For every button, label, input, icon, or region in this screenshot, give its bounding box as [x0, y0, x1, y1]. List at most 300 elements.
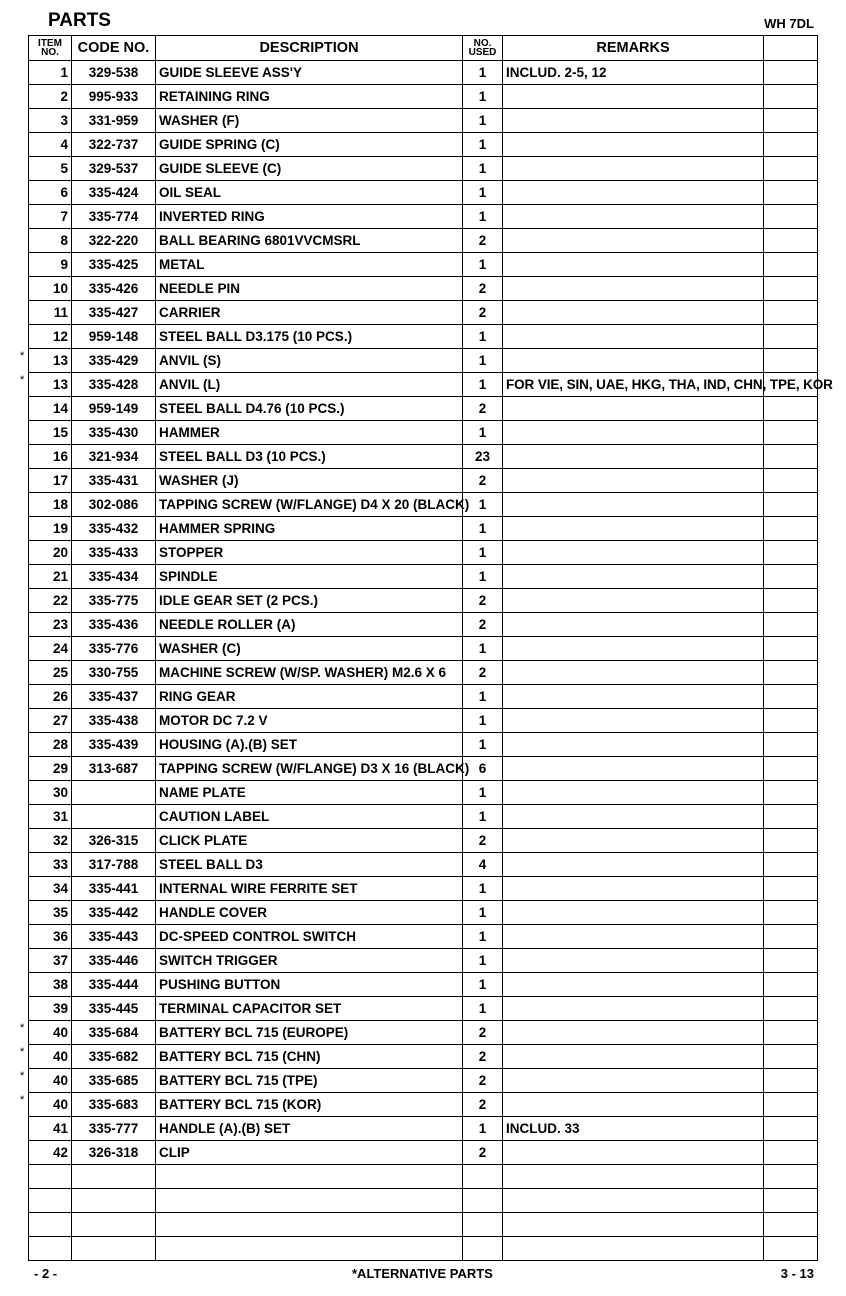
table-row — [29, 997, 818, 1021]
table-row — [29, 661, 818, 685]
item-no-cell — [29, 397, 72, 421]
item-no-cell — [29, 181, 72, 205]
blank-cell — [764, 877, 818, 901]
item-no-value: 41 — [52, 1121, 68, 1136]
item-no-value: 22 — [52, 593, 68, 608]
table-row — [29, 1045, 818, 1069]
table-row — [29, 517, 818, 541]
remarks-cell — [503, 253, 764, 277]
table-row — [29, 325, 818, 349]
table-row — [29, 229, 818, 253]
table-row — [29, 637, 818, 661]
code-no-cell: 335-444 — [72, 973, 156, 997]
item-no-cell — [20, 1069, 72, 1093]
item-no-value: 21 — [52, 569, 68, 584]
item-no-cell — [20, 1093, 72, 1117]
table-row — [29, 253, 818, 277]
description-cell: INTERNAL WIRE FERRITE SET — [156, 877, 463, 901]
remarks-cell — [503, 85, 764, 109]
item-no-cell — [20, 373, 72, 397]
blank-cell — [764, 709, 818, 733]
no-used-cell: 1 — [463, 61, 503, 85]
code-no-cell: 335-683 — [72, 1093, 156, 1117]
header-remarks: REMARKS — [503, 36, 764, 61]
blank-cell — [764, 685, 818, 709]
remarks-cell — [503, 949, 764, 973]
code-no-cell — [72, 781, 156, 805]
remarks-cell — [503, 1213, 764, 1237]
item-no-value: 34 — [52, 881, 68, 896]
code-no-cell: 959-148 — [72, 325, 156, 349]
item-no-cell — [29, 973, 72, 997]
code-no-cell: 335-441 — [72, 877, 156, 901]
no-used-cell: 1 — [463, 349, 503, 373]
table-row — [29, 1165, 818, 1189]
description-cell: STEEL BALL D3 — [156, 853, 463, 877]
description-cell: METAL — [156, 253, 463, 277]
item-no-cell — [29, 589, 72, 613]
remarks-cell — [503, 925, 764, 949]
remarks-cell — [503, 661, 764, 685]
code-no-cell: 331-959 — [72, 109, 156, 133]
table-row — [29, 589, 818, 613]
description-cell: TERMINAL CAPACITOR SET — [156, 997, 463, 1021]
item-no-cell — [29, 565, 72, 589]
no-used-cell: 1 — [463, 181, 503, 205]
remarks-cell — [503, 781, 764, 805]
remarks-cell — [503, 1189, 764, 1213]
item-no-value: 1 — [60, 65, 68, 80]
code-no-cell: 330-755 — [72, 661, 156, 685]
table-row — [29, 181, 818, 205]
header-used-line1: NO. — [473, 38, 492, 49]
item-no-cell — [29, 1213, 72, 1237]
no-used-cell: 1 — [463, 925, 503, 949]
blank-cell — [764, 229, 818, 253]
no-used-cell: 2 — [463, 1045, 503, 1069]
item-no-value: 10 — [52, 281, 68, 296]
table-row — [29, 709, 818, 733]
table-row — [29, 565, 818, 589]
blank-cell — [764, 397, 818, 421]
remarks-cell — [503, 589, 764, 613]
item-no-cell — [20, 349, 72, 373]
blank-cell — [764, 181, 818, 205]
blank-cell — [764, 325, 818, 349]
table-row — [29, 1213, 818, 1237]
code-no-cell: 322-220 — [72, 229, 156, 253]
table-row — [29, 109, 818, 133]
table-row — [29, 205, 818, 229]
code-no-cell — [72, 1237, 156, 1261]
table-row — [29, 349, 818, 373]
table-row — [29, 877, 818, 901]
item-no-cell — [29, 1165, 72, 1189]
remarks-cell — [503, 517, 764, 541]
description-cell: WASHER (J) — [156, 469, 463, 493]
no-used-cell: 1 — [463, 1117, 503, 1141]
item-no-value: 39 — [52, 1001, 68, 1016]
blank-cell — [764, 301, 818, 325]
description-cell: NAME PLATE — [156, 781, 463, 805]
table-row — [29, 277, 818, 301]
footnote-alternative-parts: *ALTERNATIVE PARTS — [352, 1266, 493, 1281]
item-no-value: 33 — [52, 857, 68, 872]
description-cell: NEEDLE ROLLER (A) — [156, 613, 463, 637]
no-used-cell: 1 — [463, 157, 503, 181]
remarks-cell — [503, 853, 764, 877]
remarks-cell — [503, 445, 764, 469]
code-no-cell: 335-439 — [72, 733, 156, 757]
no-used-cell: 1 — [463, 373, 503, 397]
item-no-cell — [29, 301, 72, 325]
code-no-cell: 335-445 — [72, 997, 156, 1021]
item-no-value: 5 — [60, 161, 68, 176]
table-row — [29, 85, 818, 109]
item-no-value: 38 — [52, 977, 68, 992]
description-cell: STEEL BALL D3 (10 PCS.) — [156, 445, 463, 469]
header-item-no — [29, 36, 72, 61]
model-number: WH 7DL — [764, 16, 814, 31]
description-cell: WASHER (C) — [156, 637, 463, 661]
no-used-cell: 1 — [463, 973, 503, 997]
blank-cell — [764, 133, 818, 157]
item-no-cell — [29, 637, 72, 661]
item-no-value: 18 — [52, 497, 68, 512]
item-no-cell — [29, 805, 72, 829]
header-blank — [764, 36, 818, 61]
no-used-cell: 1 — [463, 253, 503, 277]
blank-cell — [764, 277, 818, 301]
remarks-cell — [503, 181, 764, 205]
table-row — [29, 1093, 818, 1117]
blank-cell — [764, 949, 818, 973]
description-cell: CLIP — [156, 1141, 463, 1165]
remarks-cell — [503, 1141, 764, 1165]
item-no-cell — [29, 709, 72, 733]
blank-cell — [764, 1237, 818, 1261]
description-cell: OIL SEAL — [156, 181, 463, 205]
code-no-cell: 321-934 — [72, 445, 156, 469]
item-no-value: 3 — [60, 113, 68, 128]
item-no-value: 17 — [52, 473, 68, 488]
description-cell: HANDLE (A).(B) SET — [156, 1117, 463, 1141]
description-cell: TAPPING SCREW (W/FLANGE) D3 X 16 (BLACK) — [156, 757, 463, 781]
item-no-cell — [29, 1117, 72, 1141]
table-row — [29, 781, 818, 805]
remarks-cell: FOR VIE, SIN, UAE, HKG, THA, IND, CHN, TPE, KOR — [503, 373, 764, 397]
code-no-cell — [72, 1165, 156, 1189]
remarks-cell — [503, 1069, 764, 1093]
code-no-cell: 335-682 — [72, 1045, 156, 1069]
page-title: PARTS — [48, 10, 111, 31]
code-no-cell: 335-426 — [72, 277, 156, 301]
blank-cell — [764, 829, 818, 853]
description-cell: NEEDLE PIN — [156, 277, 463, 301]
table-row — [29, 853, 818, 877]
remarks-cell — [503, 733, 764, 757]
no-used-cell — [463, 1165, 503, 1189]
no-used-cell: 2 — [463, 1069, 503, 1093]
blank-cell — [764, 253, 818, 277]
blank-cell — [764, 565, 818, 589]
page-number-right: 3 - 13 — [780, 1266, 814, 1281]
code-no-cell: 335-432 — [72, 517, 156, 541]
code-no-cell: 335-434 — [72, 565, 156, 589]
code-no-cell: 335-437 — [72, 685, 156, 709]
table-row — [29, 1237, 818, 1261]
code-no-cell: 335-775 — [72, 589, 156, 613]
description-cell — [156, 1213, 463, 1237]
blank-cell — [764, 541, 818, 565]
blank-cell — [764, 109, 818, 133]
item-no-value: 23 — [52, 617, 68, 632]
blank-cell — [764, 1189, 818, 1213]
blank-cell — [764, 157, 818, 181]
table-row — [29, 1189, 818, 1213]
no-used-cell: 1 — [463, 517, 503, 541]
item-no-cell — [29, 253, 72, 277]
table-row — [29, 949, 818, 973]
code-no-cell — [72, 1189, 156, 1213]
blank-cell — [764, 1045, 818, 1069]
code-no-cell: 335-428 — [72, 373, 156, 397]
blank-cell — [764, 205, 818, 229]
item-no-value: 35 — [52, 905, 68, 920]
table-row — [29, 445, 818, 469]
code-no-cell: 313-687 — [72, 757, 156, 781]
remarks-cell — [503, 493, 764, 517]
code-no-cell: 335-436 — [72, 613, 156, 637]
table-row — [29, 397, 818, 421]
no-used-cell: 1 — [463, 997, 503, 1021]
code-no-cell: 995-933 — [72, 85, 156, 109]
item-no-value: 37 — [52, 953, 68, 968]
blank-cell — [764, 61, 818, 85]
description-cell: CLICK PLATE — [156, 829, 463, 853]
item-no-cell — [29, 733, 72, 757]
no-used-cell: 2 — [463, 277, 503, 301]
no-used-cell: 1 — [463, 637, 503, 661]
no-used-cell: 1 — [463, 805, 503, 829]
item-no-value: 12 — [52, 329, 68, 344]
remarks-cell — [503, 613, 764, 637]
parts-table-body — [20, 61, 833, 1261]
description-cell: RETAINING RING — [156, 85, 463, 109]
blank-cell — [764, 925, 818, 949]
description-cell: MOTOR DC 7.2 V — [156, 709, 463, 733]
code-no-cell: 335-431 — [72, 469, 156, 493]
description-cell: BATTERY BCL 715 (CHN) — [156, 1045, 463, 1069]
item-no-cell — [29, 901, 72, 925]
no-used-cell: 2 — [463, 589, 503, 613]
code-no-cell — [72, 1213, 156, 1237]
remarks-cell — [503, 1093, 764, 1117]
table-row — [29, 157, 818, 181]
table-row — [29, 133, 818, 157]
blank-cell — [764, 1093, 818, 1117]
alternative-part-marker: * — [20, 350, 25, 362]
remarks-cell — [503, 541, 764, 565]
blank-cell — [764, 1117, 818, 1141]
page-number-left: - 2 - — [34, 1266, 58, 1281]
item-no-cell — [29, 277, 72, 301]
blank-cell — [764, 1165, 818, 1189]
remarks-cell — [503, 325, 764, 349]
blank-cell — [764, 493, 818, 517]
item-no-value: 29 — [52, 761, 68, 776]
description-cell: STEEL BALL D4.76 (10 PCS.) — [156, 397, 463, 421]
code-no-cell: 335-776 — [72, 637, 156, 661]
description-cell: GUIDE SLEEVE ASS'Y — [156, 61, 463, 85]
header-no-used — [463, 36, 503, 61]
item-no-value: 9 — [60, 257, 68, 272]
description-cell: STEEL BALL D3.175 (10 PCS.) — [156, 325, 463, 349]
item-no-value: 15 — [52, 425, 68, 440]
item-no-value: 16 — [52, 449, 68, 464]
item-no-value: 8 — [60, 233, 68, 248]
remarks-cell — [503, 565, 764, 589]
no-used-cell: 2 — [463, 301, 503, 325]
remarks-cell — [503, 1021, 764, 1045]
remarks-cell — [503, 709, 764, 733]
blank-cell — [764, 637, 818, 661]
code-no-cell: 326-315 — [72, 829, 156, 853]
no-used-cell: 1 — [463, 109, 503, 133]
remarks-cell — [503, 805, 764, 829]
description-cell: SPINDLE — [156, 565, 463, 589]
description-cell: BALL BEARING 6801VVCMSRL — [156, 229, 463, 253]
no-used-cell: 1 — [463, 205, 503, 229]
code-no-cell: 335-438 — [72, 709, 156, 733]
item-no-cell — [29, 205, 72, 229]
header-used-line2: USED — [468, 47, 497, 58]
description-cell: IDLE GEAR SET (2 PCS.) — [156, 589, 463, 613]
table-row — [29, 685, 818, 709]
remarks-cell — [503, 133, 764, 157]
item-no-cell — [29, 1237, 72, 1261]
item-no-value: 13 — [52, 353, 68, 368]
item-no-value: 32 — [52, 833, 68, 848]
blank-cell — [764, 421, 818, 445]
item-no-value: 11 — [53, 305, 68, 320]
remarks-cell — [503, 157, 764, 181]
description-cell: WASHER (F) — [156, 109, 463, 133]
item-no-cell — [29, 949, 72, 973]
code-no-cell: 335-774 — [72, 205, 156, 229]
description-cell: HAMMER SPRING — [156, 517, 463, 541]
no-used-cell: 1 — [463, 493, 503, 517]
code-no-cell: 335-429 — [72, 349, 156, 373]
item-no-value: 27 — [52, 713, 68, 728]
no-used-cell — [463, 1237, 503, 1261]
remarks-cell — [503, 1045, 764, 1069]
table-row — [29, 1117, 818, 1141]
remarks-cell — [503, 397, 764, 421]
item-no-cell — [29, 757, 72, 781]
table-row — [29, 925, 818, 949]
item-no-value: 14 — [52, 401, 68, 416]
item-no-cell — [29, 1141, 72, 1165]
item-no-value: 40 — [52, 1049, 68, 1064]
item-no-value: 28 — [52, 737, 68, 752]
item-no-value: 20 — [52, 545, 68, 560]
item-no-value: 6 — [60, 185, 68, 200]
item-no-cell — [29, 445, 72, 469]
no-used-cell: 2 — [463, 1141, 503, 1165]
description-cell: RING GEAR — [156, 685, 463, 709]
item-no-cell — [29, 613, 72, 637]
code-no-cell: 335-684 — [72, 1021, 156, 1045]
code-no-cell: 335-777 — [72, 1117, 156, 1141]
code-no-cell: 959-149 — [72, 397, 156, 421]
item-no-cell — [20, 1045, 72, 1069]
table-row — [29, 805, 818, 829]
description-cell: HOUSING (A).(B) SET — [156, 733, 463, 757]
item-no-cell — [29, 109, 72, 133]
code-no-cell: 322-737 — [72, 133, 156, 157]
item-no-cell — [29, 493, 72, 517]
remarks-cell: INCLUD. 33 — [503, 1117, 764, 1141]
item-no-cell — [29, 85, 72, 109]
item-no-value: 40 — [52, 1025, 68, 1040]
table-row — [29, 757, 818, 781]
item-no-cell — [29, 541, 72, 565]
item-no-cell — [29, 925, 72, 949]
description-cell: STOPPER — [156, 541, 463, 565]
item-no-value: 40 — [52, 1073, 68, 1088]
code-no-cell: 335-446 — [72, 949, 156, 973]
blank-cell — [764, 445, 818, 469]
remarks-cell: INCLUD. 2-5, 12 — [503, 61, 764, 85]
no-used-cell: 1 — [463, 781, 503, 805]
no-used-cell: 2 — [463, 229, 503, 253]
code-no-cell: 335-442 — [72, 901, 156, 925]
header-code-no: CODE NO. — [72, 36, 156, 61]
item-no-value: 2 — [60, 89, 68, 104]
code-no-cell: 335-427 — [72, 301, 156, 325]
no-used-cell: 6 — [463, 757, 503, 781]
blank-cell — [764, 661, 818, 685]
item-no-value: 30 — [52, 785, 68, 800]
alternative-part-marker: * — [20, 374, 25, 386]
blank-cell — [764, 805, 818, 829]
no-used-cell: 4 — [463, 853, 503, 877]
item-no-cell — [29, 685, 72, 709]
item-no-cell — [29, 853, 72, 877]
blank-cell — [764, 1069, 818, 1093]
remarks-cell — [503, 109, 764, 133]
description-cell: CARRIER — [156, 301, 463, 325]
alternative-part-marker: * — [20, 1022, 25, 1034]
description-cell: ANVIL (L) — [156, 373, 463, 397]
no-used-cell: 1 — [463, 877, 503, 901]
blank-cell — [764, 733, 818, 757]
description-cell: TAPPING SCREW (W/FLANGE) D4 X 20 (BLACK) — [156, 493, 463, 517]
description-cell: GUIDE SLEEVE (C) — [156, 157, 463, 181]
table-row — [29, 613, 818, 637]
no-used-cell: 1 — [463, 709, 503, 733]
blank-cell — [764, 1213, 818, 1237]
item-no-cell — [29, 517, 72, 541]
code-no-cell: 335-443 — [72, 925, 156, 949]
description-cell: CAUTION LABEL — [156, 805, 463, 829]
code-no-cell: 335-433 — [72, 541, 156, 565]
blank-cell — [764, 85, 818, 109]
remarks-cell — [503, 421, 764, 445]
table-row — [29, 829, 818, 853]
no-used-cell: 2 — [463, 469, 503, 493]
